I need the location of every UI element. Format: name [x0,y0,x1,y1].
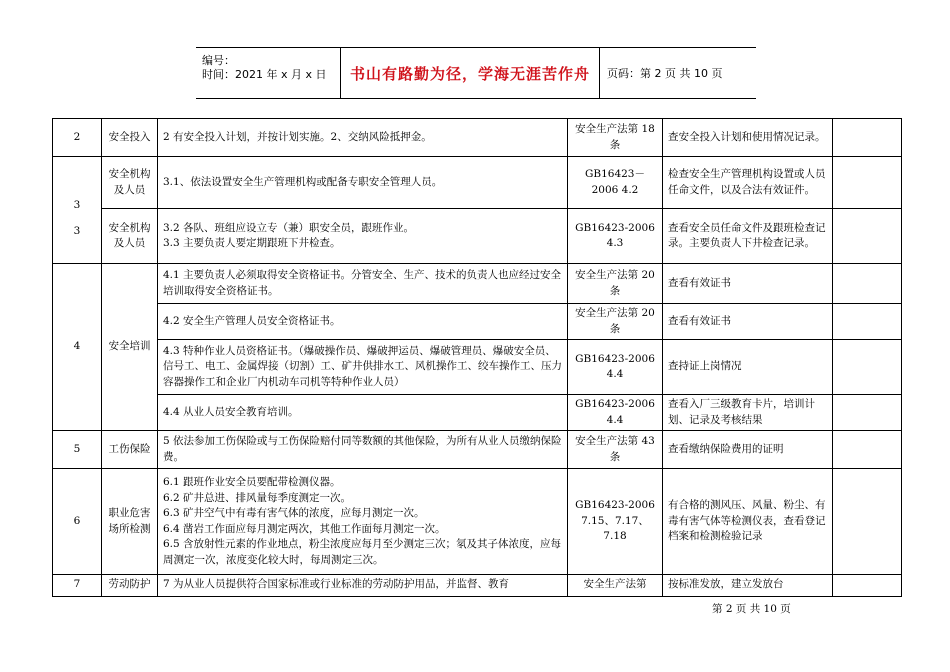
row-number: 2 [53,119,102,157]
row-category: 安全培训 [102,264,158,431]
row-content [158,209,568,264]
table-row [53,157,902,209]
row-note [833,340,902,395]
row-check-method: 查看有效证书 [663,264,833,304]
row-basis: GB16423－2006 4.2 [568,157,663,209]
row-note [833,157,902,209]
document-header [196,47,756,99]
row-number-merged [53,157,102,264]
row-content: 2 有安全投入计划，并按计划实施。2、交纳风险抵押金。 [158,119,568,157]
row-number: 4 [53,264,102,431]
header-page-cell [599,48,756,98]
row-number: 3 [73,225,81,237]
table-row [53,575,902,597]
row-note [833,431,902,469]
row-category: 安全机构及人员 [102,157,158,209]
table-row [53,340,902,395]
row-content: 4.1 主要负责人必须取得安全资格证书。分管安全、生产、技术的负责人也应经过安全培训取得安全资格证书。 [158,264,568,304]
row-basis: 安全生产法第 43 条 [568,431,663,469]
document-number-label: 编号： [202,54,235,67]
header-motto: 书山有路勤为径，学海无涯苦作舟 [349,65,590,83]
row-note [833,575,902,597]
row-check-method: 查看安全员任命文件及跟班检查记录。主要负责人下井检查记录。 [663,209,833,264]
row-content-line: 6.2 矿井总进、排风量每季度测定一次。 [163,491,352,504]
row-note [833,395,902,431]
row-content-line: 3.3 主要负责人要定期跟班下井检查。 [163,237,341,250]
row-basis: 安全生产法第 18 条 [568,119,663,157]
row-content [158,469,568,575]
row-content-line: 3.2 各队、班组应设立专（兼）职安全员，跟班作业。 [163,221,415,234]
row-number: 6 [53,469,102,575]
row-content: 4.2 安全生产管理人员安全资格证书。 [158,304,568,340]
checklist-table [52,118,902,597]
row-number: 7 [53,575,102,597]
header-meta-cell [196,48,340,98]
row-category: 劳动防护 [102,575,158,597]
header-page-label: 页码：第 2 页 共 10 页 [607,67,723,80]
row-check-method: 按标准发放，建立发放台 [663,575,833,597]
row-content: 5 依法参加工伤保险或与工伤保险赔付同等数额的其他保险，为所有从业人员缴纳保险费。 [158,431,568,469]
row-basis: 安全生产法第 [568,575,663,597]
table-row [53,119,902,157]
row-check-method: 查看有效证书 [663,304,833,340]
document-time-label: 时间：2021 年 x 月 x 日 [202,68,327,81]
row-number: 5 [53,431,102,469]
row-check-method: 检查安全生产管理机构设置或人员任命文件，以及合法有效证件。 [663,157,833,209]
row-category: 安全投入 [102,119,158,157]
table-row [53,395,902,431]
header-motto-cell [340,48,600,98]
row-content-line: 6.5 含放射性元素的作业地点，粉尘浓度应每月至少测定三次；氡及其子体浓度，应每周测定一次，浓度变化较大时，每周测定三次。 [163,538,562,566]
row-content-line: 6.3 矿井空气中有毒有害气体的浓度，应每月测定一次。 [163,507,425,519]
row-basis: GB16423-2006 4.4 [568,340,663,395]
row-basis: 安全生产法第 20 条 [568,264,663,304]
row-category: 工伤保险 [102,431,158,469]
row-content: 3.1、依法设置安全生产管理机构或配备专职安全管理人员。 [158,157,568,209]
row-content: 7 为从业人员提供符合国家标准或行业标准的劳动防护用品，并监督、教育 [158,575,568,597]
row-check-method: 查安全投入计划和使用情况记录。 [663,119,833,157]
page-footer: 第 2 页 共 10 页 [712,603,791,615]
row-note [833,264,902,304]
row-category: 职业危害场所检测 [102,469,158,575]
row-check-method: 查看缴纳保险费用的证明 [663,431,833,469]
row-basis: GB16423-2006 4.4 [568,395,663,431]
row-note [833,304,902,340]
row-content-line: 6.4 凿岩工作面应每月测定两次，其他工作面每月测定一次。 [163,522,446,535]
row-check-method: 查持证上岗情况 [663,340,833,395]
row-check-method: 有合格的测风压、风量、粉尘、有毒有害气体等检测仪表，查看登记档案和检测检验记录 [663,469,833,575]
row-number: 3 [73,199,81,211]
table-row [53,209,902,264]
row-check-method: 查看入厂三级教育卡片，培训计划、记录及考核结果 [663,395,833,431]
row-note [833,119,902,157]
row-basis: 安全生产法第 20 条 [568,304,663,340]
row-note [833,209,902,264]
table-row [53,304,902,340]
row-basis: GB16423-2006 7.15、7.17、7.18 [568,469,663,575]
table-row [53,431,902,469]
row-note [833,469,902,575]
row-basis: GB16423-2006 4.3 [568,209,663,264]
row-category: 安全机构及人员 [102,209,158,264]
table-row [53,469,902,575]
row-content-line: 6.1 跟班作业安全员要配带检测仪器。 [163,476,341,488]
row-content: 4.3 特种作业人员资格证书。（爆破操作员、爆破押运员、爆破管理员、爆破安全员、信号工、电工、金属焊接（切割）工、矿井供排水工、风机操作工、绞车操作工、压力容器操作工和企业厂内机动车司机等特种作业人员） [158,340,568,395]
table-row [53,264,902,304]
row-content: 4.4 从业人员安全教育培训。 [158,395,568,431]
